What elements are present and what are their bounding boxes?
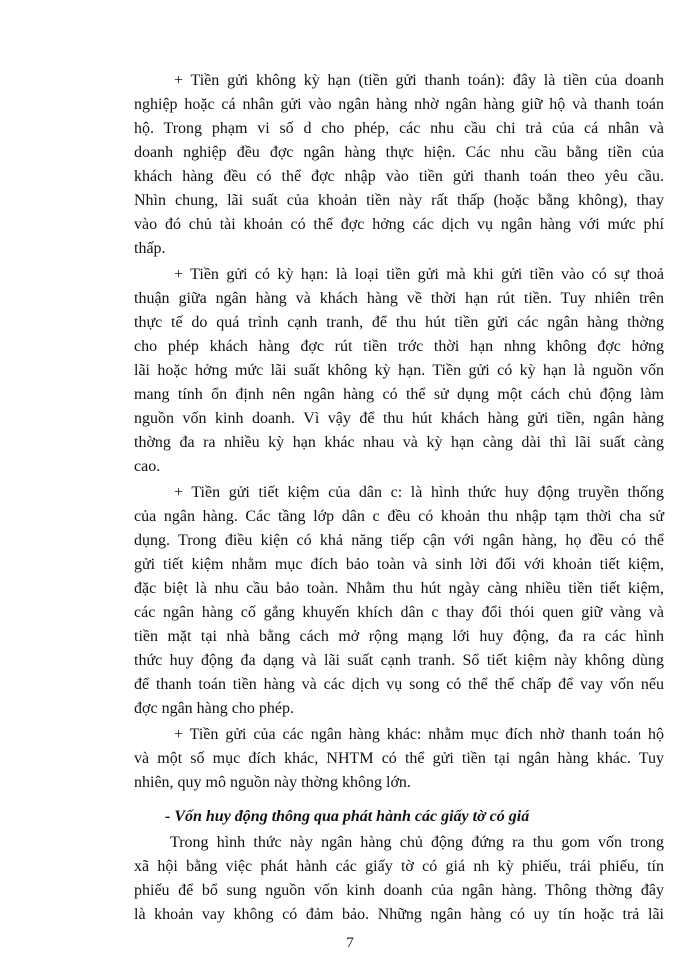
paragraph-line: lãi hoặc hởng mức lãi suất không kỳ hạn. Tiền gửi có kỳ hạn là nguồn vốn <box>134 362 664 379</box>
page-number: 7 <box>346 935 354 951</box>
paragraph-line: nghiệp hoặc cá nhân gửi vào ngân hàng nhờ ngân hàng giữ hộ và thanh toán <box>134 96 664 113</box>
paragraph-line: của ngân hàng. Các tầng lớp dân c đều có khoản thu nhập tạm thời cha sử <box>134 508 664 525</box>
paragraph-line: hộ. Trong phạm vi số d cho phép, các nhu cầu chi trả của cá nhân và <box>134 120 664 137</box>
paragraph-line: dụng. Trong điều kiện có khả năng tiếp cận với ngân hàng, họ đều có thể <box>134 532 664 549</box>
paragraph-line: doanh nghiệp đều đợc ngân hàng thực hiện. Các nhu cầu bằng tiền của <box>134 144 664 161</box>
paragraph-line: thực tế do quá trình cạnh tranh, để thu hút tiền gửi các ngân hàng thờng <box>134 314 664 331</box>
paragraph-line: vào đó chủ tài khoản có thể đợc hởng các dịch vụ ngân hàng với mức phí <box>134 216 664 233</box>
paragraph-line: + Tiền gửi có kỳ hạn: là loại tiền gửi mà khi gửi tiền vào có sự thoả <box>174 266 664 283</box>
paragraph-line: đặc biệt là nhu cầu bảo toàn. Nhằm thu hút ngày càng nhiều tiền tiết kiệm, <box>134 580 664 597</box>
paragraph-line: các ngân hàng cố gắng khuyến khích dân c thay đổi thói quen giữ vàng và <box>134 604 664 621</box>
paragraph-line: + Tiền gửi của các ngân hàng khác: nhằm mục đích nhờ thanh toán hộ <box>174 726 664 743</box>
paragraph-line: gửi tiết kiệm nhằm mục đích bảo toàn và sinh lời đối với khoản tiết kiệm, <box>134 556 664 573</box>
paragraph-line: để thanh toán tiền hàng và các dịch vụ song có thể thế chấp để vay vốn nếu <box>134 676 664 693</box>
paragraph-line: + Tiền gửi không kỳ hạn (tiền gửi thanh toán): đây là tiền của doanh <box>174 72 664 89</box>
paragraph-line: xã hội bằng việc phát hành các giấy tờ có giá nh kỳ phiếu, trái phiếu, tín <box>134 858 664 875</box>
paragraph-line: Trong hình thức này ngân hàng chủ động đứng ra thu gom vốn trong <box>170 834 664 851</box>
paragraph-line: khách hàng đều có thể đợc nhập vào tiền gửi thanh toán theo yêu cầu. <box>134 168 664 185</box>
paragraph-line: thờng đa ra nhiều kỳ hạn khác nhau và kỳ hạn càng dài thì lãi suất càng <box>134 434 664 451</box>
paragraph-line: tiền mặt tại nhà bằng cách mở rộng mạng lới huy động, đa ra các hình <box>134 628 664 645</box>
paragraph-line: Nhìn chung, lãi suất của khoản tiền này rất thấp (hoặc bằng không), thay <box>134 192 664 209</box>
paragraph-line: phiếu để bổ sung nguồn vốn kinh doanh của ngân hàng. Thông thờng đây <box>134 882 664 899</box>
paragraph-line: cao. <box>134 458 161 475</box>
paragraph-line: đợc ngân hàng cho phép. <box>134 700 294 717</box>
paragraph-line: là khoản vay không có đảm bảo. Những ngân hàng có uy tín hoặc trả lãi <box>134 906 664 923</box>
paragraph-line: thức huy động đa dạng và lãi suất cạnh tranh. Sổ tiết kiệm này không dùng <box>134 652 664 669</box>
paragraph-line: nguồn vốn kinh doanh. Vì vậy để thu hút khách hàng gửi tiền, ngân hàng <box>134 410 664 427</box>
paragraph-line: thuận giữa ngân hàng và khách hàng về thời hạn rút tiền. Tuy nhiên trên <box>134 290 664 307</box>
paragraph-line: nhiên, quy mô nguồn này thờng không lớn. <box>134 774 411 791</box>
paragraph-line: + Tiền gửi tiết kiệm của dân c: là hình thức huy động truyền thống <box>174 484 664 501</box>
paragraph-line: thấp. <box>134 240 166 257</box>
paragraph-line: mang tính ổn định nên ngân hàng có thể sử dụng một cách chủ động làm <box>134 386 664 403</box>
section-heading: - Vốn huy động thông qua phát hành các giấy tờ có giá <box>165 808 530 825</box>
paragraph-line: cho phép khách hàng đợc rút tiền trớc thời hạn nhng không đợc hởng <box>134 338 664 355</box>
paragraph-line: và một số mục đích khác, NHTM có thể gửi tiền tại ngân hàng khác. Tuy <box>134 750 664 767</box>
